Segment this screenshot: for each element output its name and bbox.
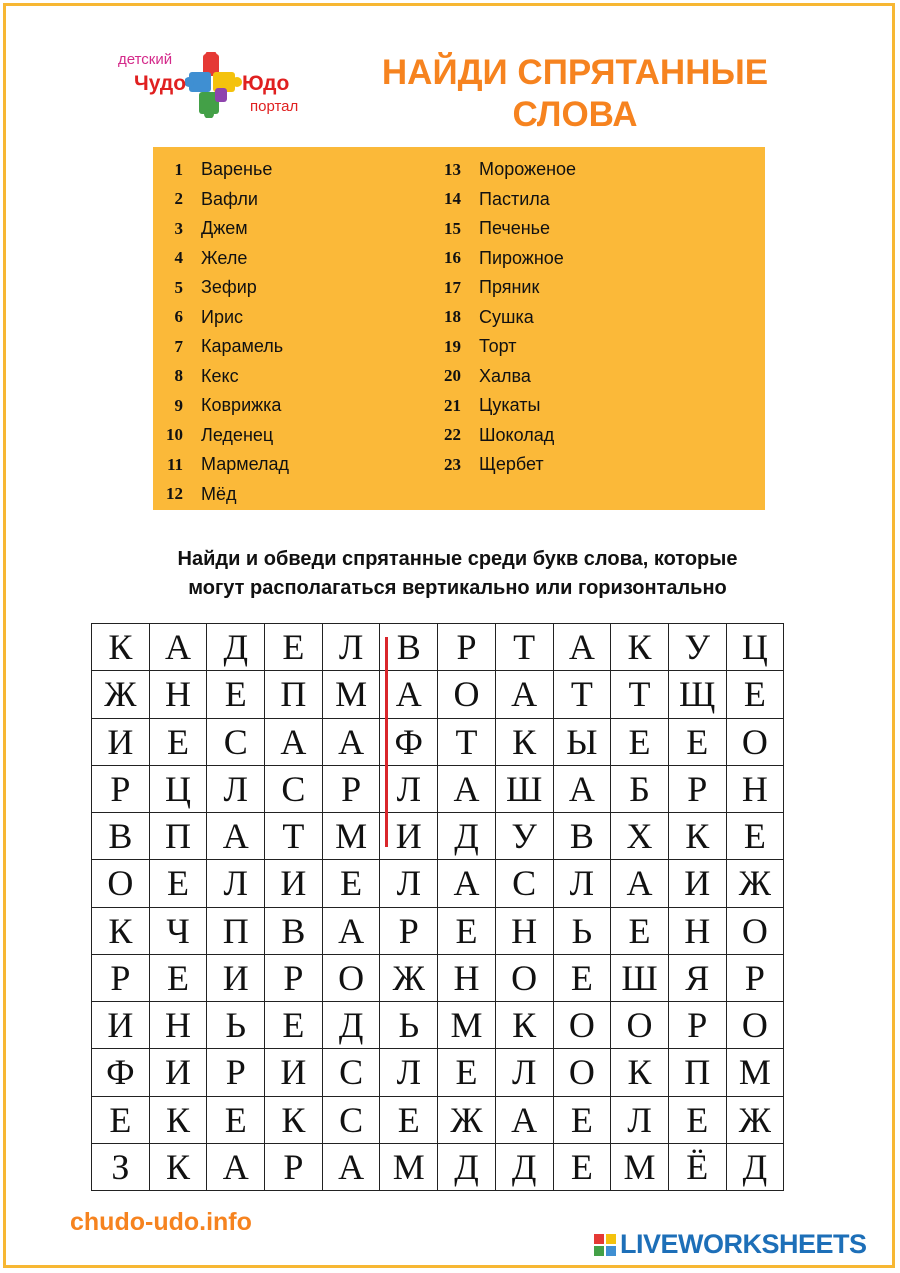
word-text: Джем bbox=[201, 218, 248, 238]
word-list-item bbox=[153, 214, 248, 243]
instruction-line-2: могут располагаться вертикально или горизонтально bbox=[188, 577, 727, 599]
word-text: Ирис bbox=[201, 306, 244, 327]
grid-cell[interactable]: Т bbox=[265, 813, 323, 860]
grid-cell[interactable]: Е bbox=[150, 719, 208, 766]
word-list-item bbox=[431, 362, 531, 391]
grid-cell[interactable]: М bbox=[727, 1049, 785, 1096]
grid-cell[interactable]: Ц bbox=[727, 624, 785, 671]
grid-cell[interactable]: С bbox=[323, 1049, 381, 1096]
grid-cell[interactable]: Д bbox=[438, 813, 496, 860]
grid-cell[interactable]: П bbox=[207, 908, 265, 955]
grid-cell[interactable]: А bbox=[207, 1144, 265, 1191]
grid-cell[interactable]: Д bbox=[727, 1144, 785, 1191]
grid-cell[interactable]: Е bbox=[265, 1002, 323, 1049]
word-text: Шоколад bbox=[479, 424, 555, 445]
grid-cell[interactable]: Д bbox=[323, 1002, 381, 1049]
word-text: Зефир bbox=[201, 277, 257, 297]
grid-cell[interactable]: Л bbox=[207, 860, 265, 907]
grid-cell[interactable]: А bbox=[438, 860, 496, 907]
word-list-item bbox=[153, 273, 257, 302]
grid-cell[interactable]: А bbox=[554, 766, 612, 813]
grid-cell[interactable]: Л bbox=[380, 1049, 438, 1096]
instruction-line-1: Найди и обведи спрятанные среди букв слова, которые bbox=[177, 548, 738, 570]
grid-cell[interactable]: З bbox=[92, 1144, 150, 1191]
word-list-item bbox=[153, 480, 237, 509]
grid-cell[interactable]: Ь bbox=[554, 908, 612, 955]
grid-cell[interactable]: У bbox=[496, 813, 554, 860]
grid-cell[interactable]: Ф bbox=[92, 1049, 150, 1096]
grid-cell[interactable]: А bbox=[323, 908, 381, 955]
word-list-item bbox=[153, 450, 289, 479]
grid-cell[interactable]: А bbox=[323, 1144, 381, 1191]
grid-cell[interactable]: Е bbox=[150, 860, 208, 907]
word-number: 15 bbox=[444, 218, 461, 238]
word-list-item bbox=[153, 362, 239, 391]
grid-cell[interactable]: Р bbox=[669, 1002, 727, 1049]
grid-cell[interactable]: Щ bbox=[669, 671, 727, 718]
word-text: Карамель bbox=[201, 336, 284, 356]
liveworksheets-icon bbox=[594, 1234, 616, 1256]
grid-cell[interactable]: Р bbox=[669, 766, 727, 813]
grid-cell[interactable]: Е bbox=[438, 1049, 496, 1096]
grid-cell[interactable]: Е bbox=[727, 813, 785, 860]
grid-cell[interactable]: Ч bbox=[150, 908, 208, 955]
word-number: 19 bbox=[444, 336, 461, 356]
grid-cell[interactable]: К bbox=[611, 624, 669, 671]
grid-cell[interactable]: М bbox=[323, 813, 381, 860]
word-list-item bbox=[431, 332, 516, 361]
title-line-2: СЛОВА bbox=[512, 95, 638, 134]
grid-cell[interactable]: А bbox=[150, 624, 208, 671]
word-list-item bbox=[153, 185, 258, 214]
grid-cell[interactable]: К bbox=[611, 1049, 669, 1096]
grid-cell[interactable]: Л bbox=[380, 766, 438, 813]
word-number: 16 bbox=[444, 248, 461, 267]
word-number: 14 bbox=[444, 189, 461, 208]
logo-left-text: Чудо bbox=[134, 72, 187, 95]
selection-mark-line bbox=[385, 637, 388, 847]
logo-bottom-text: портал bbox=[250, 98, 299, 115]
liveworksheets-logo[interactable] bbox=[594, 1229, 867, 1260]
grid-cell[interactable]: А bbox=[554, 624, 612, 671]
letter-grid bbox=[91, 623, 784, 1191]
grid-cell[interactable]: В bbox=[265, 908, 323, 955]
grid-cell[interactable]: В bbox=[380, 624, 438, 671]
word-number: 11 bbox=[166, 454, 183, 474]
grid-cell[interactable]: П bbox=[669, 1049, 727, 1096]
grid-cell[interactable]: П bbox=[150, 813, 208, 860]
word-number: 4 bbox=[174, 248, 183, 267]
page-title bbox=[360, 52, 790, 136]
grid-cell[interactable]: Н bbox=[150, 671, 208, 718]
grid-cell[interactable]: Ш bbox=[611, 955, 669, 1002]
grid-cell[interactable]: Т bbox=[554, 671, 612, 718]
grid-cell[interactable]: Д bbox=[438, 1144, 496, 1191]
grid-cell[interactable]: Р bbox=[380, 908, 438, 955]
grid-cell[interactable]: О bbox=[92, 860, 150, 907]
grid-cell[interactable]: К bbox=[669, 813, 727, 860]
grid-cell[interactable]: Е bbox=[554, 955, 612, 1002]
grid-cell[interactable]: Ж bbox=[727, 860, 785, 907]
grid-cell[interactable]: Е bbox=[207, 1097, 265, 1144]
grid-cell[interactable]: И bbox=[380, 813, 438, 860]
instruction-text bbox=[60, 545, 855, 603]
grid-cell[interactable]: Л bbox=[554, 860, 612, 907]
word-list-item bbox=[431, 185, 550, 214]
grid-cell[interactable]: И bbox=[207, 955, 265, 1002]
grid-cell[interactable]: И bbox=[669, 860, 727, 907]
grid-cell[interactable]: А bbox=[265, 719, 323, 766]
word-number: 5 bbox=[174, 277, 183, 297]
puzzle-logo-icon bbox=[185, 52, 245, 118]
grid-cell[interactable]: Е bbox=[207, 671, 265, 718]
word-number: 3 bbox=[174, 218, 183, 238]
grid-cell[interactable]: Р bbox=[323, 766, 381, 813]
word-number: 22 bbox=[444, 425, 461, 444]
grid-cell[interactable]: Я bbox=[669, 955, 727, 1002]
grid-cell[interactable]: Н bbox=[727, 766, 785, 813]
grid-cell[interactable]: А bbox=[496, 671, 554, 718]
word-list-panel bbox=[153, 147, 765, 510]
grid-cell[interactable]: Е bbox=[92, 1097, 150, 1144]
grid-cell[interactable]: Ь bbox=[380, 1002, 438, 1049]
word-number: 8 bbox=[174, 366, 183, 385]
grid-cell[interactable]: И bbox=[265, 860, 323, 907]
grid-cell[interactable]: Р bbox=[438, 624, 496, 671]
grid-cell[interactable]: Ж bbox=[438, 1097, 496, 1144]
grid-cell[interactable]: М bbox=[380, 1144, 438, 1191]
word-number: 13 bbox=[444, 159, 461, 179]
grid-cell[interactable]: М bbox=[611, 1144, 669, 1191]
grid-cell[interactable]: К bbox=[92, 908, 150, 955]
grid-cell[interactable]: Н bbox=[150, 1002, 208, 1049]
word-list-item bbox=[153, 332, 283, 361]
grid-cell[interactable]: Л bbox=[323, 624, 381, 671]
grid-cell[interactable]: Е bbox=[727, 671, 785, 718]
grid-cell[interactable]: Е bbox=[150, 955, 208, 1002]
grid-cell[interactable]: У bbox=[669, 624, 727, 671]
word-list-item bbox=[153, 244, 247, 273]
grid-cell[interactable]: Н bbox=[496, 908, 554, 955]
grid-cell[interactable]: Е bbox=[611, 719, 669, 766]
grid-cell[interactable]: Е bbox=[265, 624, 323, 671]
word-number: 10 bbox=[166, 425, 183, 444]
grid-cell[interactable]: И bbox=[92, 1002, 150, 1049]
word-text: Пастила bbox=[479, 188, 550, 209]
grid-cell[interactable]: Е bbox=[380, 1097, 438, 1144]
grid-cell[interactable]: Ш bbox=[496, 766, 554, 813]
grid-cell[interactable]: Е bbox=[611, 908, 669, 955]
grid-cell[interactable]: Р bbox=[92, 955, 150, 1002]
word-list-item bbox=[153, 391, 281, 420]
word-list-item bbox=[431, 155, 576, 184]
grid-cell[interactable]: О bbox=[323, 955, 381, 1002]
grid-cell[interactable]: Л bbox=[496, 1049, 554, 1096]
grid-cell[interactable]: Н bbox=[438, 955, 496, 1002]
grid-cell[interactable]: О bbox=[727, 908, 785, 955]
grid-cell[interactable]: Ж bbox=[92, 671, 150, 718]
word-number: 2 bbox=[174, 189, 183, 208]
grid-cell[interactable]: Л bbox=[380, 860, 438, 907]
grid-cell[interactable]: Е bbox=[554, 1097, 612, 1144]
logo-right-text: Юдо bbox=[242, 72, 290, 95]
grid-cell[interactable]: О bbox=[554, 1002, 612, 1049]
word-number: 7 bbox=[174, 336, 183, 356]
word-text: Желе bbox=[201, 247, 248, 268]
grid-cell[interactable]: Х bbox=[611, 813, 669, 860]
word-number: 23 bbox=[444, 454, 461, 474]
word-text: Варенье bbox=[201, 159, 273, 179]
grid-cell[interactable]: Н bbox=[669, 908, 727, 955]
grid-cell[interactable]: А bbox=[438, 766, 496, 813]
word-number: 12 bbox=[166, 484, 183, 503]
grid-cell[interactable]: Т bbox=[496, 624, 554, 671]
word-number: 1 bbox=[174, 159, 183, 179]
site-logo bbox=[110, 48, 320, 123]
grid-cell[interactable]: В bbox=[554, 813, 612, 860]
word-text: Вафли bbox=[201, 188, 258, 209]
word-text: Коврижка bbox=[201, 395, 282, 415]
word-text: Мармелад bbox=[201, 454, 290, 474]
footer-url[interactable]: chudo-udo.info bbox=[70, 1208, 252, 1236]
word-list-item bbox=[431, 303, 534, 332]
word-number: 9 bbox=[174, 395, 183, 415]
word-number: 17 bbox=[444, 277, 461, 297]
word-number: 21 bbox=[444, 395, 461, 415]
grid-cell[interactable]: Е bbox=[669, 719, 727, 766]
grid-cell[interactable]: Е bbox=[438, 908, 496, 955]
grid-cell[interactable]: А bbox=[207, 813, 265, 860]
word-list-item bbox=[431, 244, 564, 273]
word-text: Мороженое bbox=[479, 159, 577, 179]
grid-cell[interactable]: Ж bbox=[727, 1097, 785, 1144]
grid-cell[interactable]: С bbox=[323, 1097, 381, 1144]
grid-cell[interactable]: О bbox=[438, 671, 496, 718]
logo-top-text: детский bbox=[118, 51, 173, 68]
grid-cell[interactable]: Д bbox=[496, 1144, 554, 1191]
grid-cell[interactable]: О bbox=[611, 1002, 669, 1049]
word-list-item bbox=[431, 214, 550, 243]
grid-cell[interactable]: Ы bbox=[554, 719, 612, 766]
grid-cell[interactable]: К bbox=[150, 1144, 208, 1191]
grid-cell[interactable]: Р bbox=[727, 955, 785, 1002]
word-list-item bbox=[431, 421, 554, 450]
word-text: Пряник bbox=[479, 277, 540, 297]
grid-cell[interactable]: Т bbox=[611, 671, 669, 718]
word-number: 20 bbox=[444, 366, 461, 385]
grid-cell[interactable]: К bbox=[150, 1097, 208, 1144]
grid-cell[interactable]: Б bbox=[611, 766, 669, 813]
grid-cell[interactable]: И bbox=[265, 1049, 323, 1096]
grid-cell[interactable]: Р bbox=[265, 1144, 323, 1191]
grid-cell[interactable]: Т bbox=[438, 719, 496, 766]
word-text: Кекс bbox=[201, 365, 239, 386]
grid-cell[interactable]: Е bbox=[323, 860, 381, 907]
title-line-1: НАЙДИ СПРЯТАННЫЕ bbox=[381, 53, 769, 92]
word-list-item bbox=[153, 421, 273, 450]
grid-cell[interactable]: Д bbox=[207, 624, 265, 671]
word-text: Халва bbox=[479, 365, 531, 386]
grid-cell[interactable]: Ё bbox=[669, 1144, 727, 1191]
grid-cell[interactable]: А bbox=[380, 671, 438, 718]
grid-cell[interactable]: Л bbox=[611, 1097, 669, 1144]
grid-cell[interactable]: С bbox=[496, 860, 554, 907]
grid-cell[interactable]: О bbox=[727, 1002, 785, 1049]
grid-cell[interactable]: И bbox=[150, 1049, 208, 1096]
grid-cell[interactable]: С bbox=[265, 766, 323, 813]
grid-cell[interactable]: А bbox=[611, 860, 669, 907]
word-list-item bbox=[431, 391, 540, 420]
grid-cell[interactable]: М bbox=[323, 671, 381, 718]
grid-cell[interactable]: Ь bbox=[207, 1002, 265, 1049]
grid-cell[interactable]: М bbox=[438, 1002, 496, 1049]
grid-cell[interactable]: А bbox=[323, 719, 381, 766]
grid-cell[interactable]: Ц bbox=[150, 766, 208, 813]
word-list-item bbox=[153, 155, 272, 184]
word-text: Печенье bbox=[479, 218, 551, 238]
word-list-item bbox=[431, 450, 544, 479]
grid-cell[interactable]: К bbox=[265, 1097, 323, 1144]
grid-cell[interactable]: Ф bbox=[380, 719, 438, 766]
word-list-item bbox=[153, 303, 243, 332]
word-text: Торт bbox=[479, 336, 517, 356]
grid-cell[interactable]: П bbox=[265, 671, 323, 718]
grid-cell[interactable]: К bbox=[92, 624, 150, 671]
word-text: Цукаты bbox=[479, 395, 541, 415]
grid-cell[interactable]: К bbox=[496, 719, 554, 766]
word-text: Пирожное bbox=[479, 247, 564, 268]
grid-cell[interactable]: Ж bbox=[380, 955, 438, 1002]
grid-cell[interactable]: И bbox=[92, 719, 150, 766]
grid-cell[interactable]: Р bbox=[207, 1049, 265, 1096]
grid-cell[interactable]: Р bbox=[92, 766, 150, 813]
grid-cell[interactable]: Е bbox=[554, 1144, 612, 1191]
word-text: Леденец bbox=[201, 424, 274, 445]
grid-cell[interactable]: С bbox=[207, 719, 265, 766]
grid-cell[interactable]: К bbox=[496, 1002, 554, 1049]
liveworksheets-text: LIVEWORKSHEETS bbox=[620, 1229, 867, 1259]
word-text: Щербет bbox=[479, 454, 544, 474]
grid-cell[interactable]: Р bbox=[265, 955, 323, 1002]
word-list-item bbox=[431, 273, 539, 302]
word-text: Сушка bbox=[479, 306, 534, 327]
grid-cell[interactable]: О bbox=[727, 719, 785, 766]
word-text: Мёд bbox=[201, 483, 237, 504]
grid-cell[interactable]: О bbox=[554, 1049, 612, 1096]
grid-cell[interactable]: Е bbox=[669, 1097, 727, 1144]
word-number: 18 bbox=[444, 307, 461, 326]
grid-cell[interactable]: Л bbox=[207, 766, 265, 813]
grid-cell[interactable]: О bbox=[496, 955, 554, 1002]
grid-cell[interactable]: В bbox=[92, 813, 150, 860]
word-number: 6 bbox=[174, 307, 183, 326]
grid-cell[interactable]: А bbox=[496, 1097, 554, 1144]
